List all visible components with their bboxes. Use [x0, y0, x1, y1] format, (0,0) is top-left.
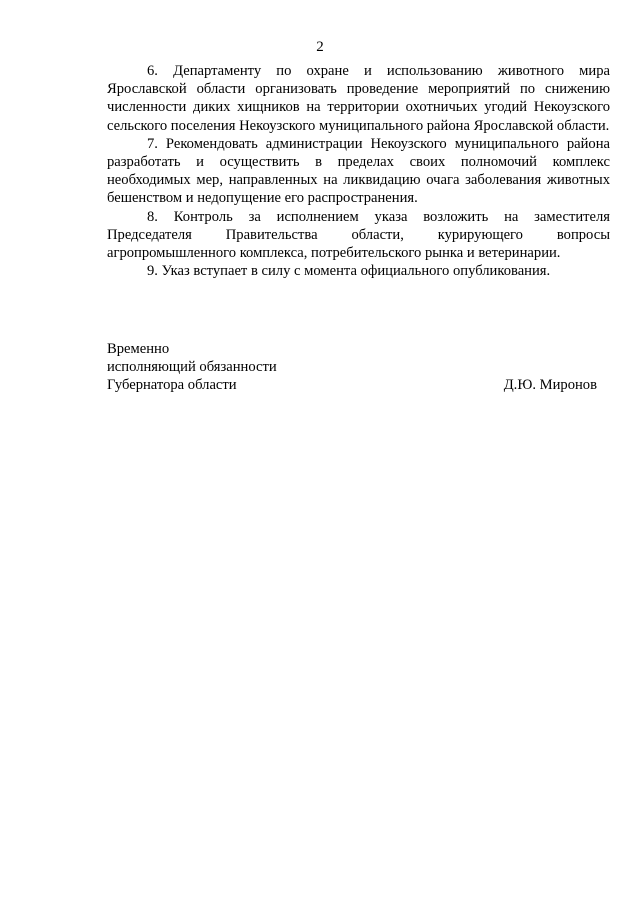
- paragraph-9: 9. Указ вступает в силу с момента официального опубликования.: [147, 263, 551, 280]
- signature-block: [107, 340, 610, 395]
- paragraph-6: 6. Департаменту по охране и использованию животного мира Ярославской области организовать проведение мероприятий по снижению численности диких хищников на территории охотничьих угодий Некоузского сельского поселения Некоузского муниципального района Ярославской области.: [107, 63, 610, 134]
- signature-title-line3: Губернатора области: [107, 377, 237, 394]
- page-number: 2: [316, 39, 324, 55]
- signature-row: [107, 376, 610, 394]
- paragraph-8: 8. Контроль за исполнением указа возложить на заместителя Председателя Правительства области, курирующего вопросы агропромышленного комплекса, потребительского рынка и ветеринарии.: [107, 208, 610, 262]
- paragraph-7: 7. Рекомендовать администрации Некоузского муниципального района разработать и осуществить в пределах своих полномочий комплекс необходимых мер, направленных на ликвидацию очага заболевания животных бешенством и недопущение его распространения.: [107, 135, 610, 207]
- signatory-name: Д.Ю. Миронов: [503, 377, 597, 394]
- signature-title-line1: Временно: [107, 341, 170, 357]
- signature-title-line2: исполняющий обязанности: [107, 359, 277, 376]
- document-body: [107, 62, 610, 280]
